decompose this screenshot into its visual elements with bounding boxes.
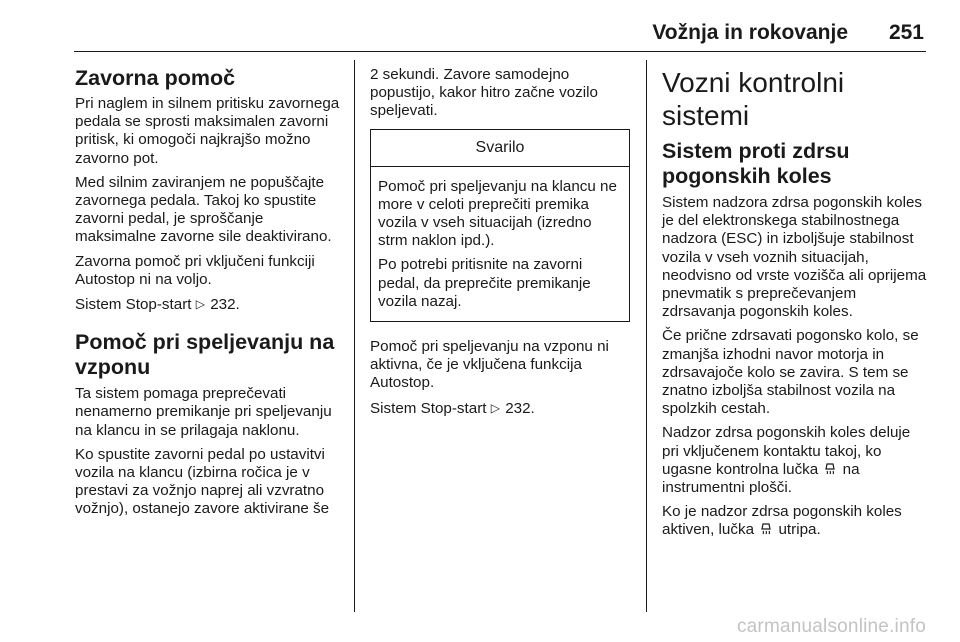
warning-box: [370, 129, 630, 322]
section-heading-brake-assist: Zavorna pomoč: [75, 66, 236, 90]
paragraph: Pomoč pri speljevanju na vzponu ni aktivna, če je vključena funkcija Autostop.: [370, 338, 609, 392]
paragraph: Ko spustite zavorni pedal po ustavitvi vozila na klancu (izbirna ročica je v prestavi za vožnjo naprej ali vzvratno vožnjo), ostanejo zavore aktivirane še: [75, 445, 330, 518]
paragraph: Zavorna pomoč pri vključeni funkciji Autostop ni na voljo.: [75, 252, 315, 288]
column-left: [75, 66, 347, 525]
reference-arrow-icon: ▷: [195, 297, 205, 312]
reference-page: 232.: [210, 296, 240, 314]
traction-control-icon: [760, 523, 772, 536]
reference-label: Sistem Stop-start: [75, 296, 192, 314]
paragraph: Sistem nadzora zdrsa pogonskih koles je del elektronskega stabilnostnega nadzora (ESC) in izboljšuje stabilnost vozila v vseh voznih situacijah, neodvisno od vrste vozišča ali oprijema pnevmatik s preprečevanjem zdrsavanja pogonskih koles.: [662, 194, 927, 321]
section-heading-hill-start-assist: Pomoč pri speljevanju na vzponu: [75, 330, 335, 380]
text-fragment: Ko je nadzor zdrsa pogonskih koles aktiven, lučka: [662, 503, 902, 539]
chapter-heading: Vozni kontrolni sistemi: [662, 67, 845, 131]
column-divider-right: [646, 60, 647, 612]
warning-paragraph: Po potrebi pritisnite na zavorni pedal, da preprečite premikanje vozila nazaj.: [378, 256, 591, 310]
warning-paragraph: Pomoč pri speljevanju na klancu ne more v celoti preprečiti premika vozila v vseh situacijah (izredno strm naklon ipd.).: [378, 177, 617, 250]
cross-reference[interactable]: [75, 295, 347, 314]
paragraph: Ta sistem pomaga preprečevati nenamerno premikanje pri speljevanju na klancu in se prilagaja naklonu.: [75, 385, 332, 439]
traction-control-icon: [824, 463, 836, 476]
paragraph: [662, 503, 928, 539]
header-rule: [74, 51, 926, 52]
section-heading-traction-control: Sistem proti zdrsu pogonskih koles: [662, 139, 850, 188]
text-fragment: na instrumentni plošči.: [662, 460, 860, 497]
column-middle: [370, 66, 632, 424]
paragraph: Če prične zdrsavati pogonsko kolo, se zmanjša izhodni navor motorja in zdrsavajoče kolo se zavira. S tem se znatno izboljša stabilnost vozila na spolzkih cestah.: [662, 327, 919, 418]
warning-body: [371, 167, 629, 321]
paragraph: 2 sekundi. Zavore samodejno popustijo, kakor hitro začne vozilo speljevati.: [370, 66, 598, 120]
paragraph: [662, 424, 928, 497]
text-fragment: Nadzor zdrsa pogonskih koles deluje pri vključenem kontaktu takoj, ko ugasne kontrolna lučka: [662, 424, 911, 478]
reference-label: Sistem Stop-start: [370, 399, 487, 417]
cross-reference[interactable]: [370, 399, 632, 418]
header-title: Vožnja in rokovanje: [652, 21, 848, 44]
warning-title: Svarilo: [371, 130, 629, 167]
reference-page: 232.: [505, 399, 535, 417]
watermark: carmanualsonline.info: [736, 616, 926, 637]
reference-arrow-icon: ▷: [490, 400, 500, 415]
text-fragment: utripa.: [778, 521, 821, 539]
paragraph: Pri naglem in silnem pritisku zavornega pedala se sprosti maksimalen zavorni pritisk, ki omogoči najkrajšo možno zavorno pot.: [75, 95, 340, 167]
page-number: 251: [888, 21, 924, 44]
paragraph: Med silnim zaviranjem ne popuščajte zavornega pedala. Takoj ko spustite zavorni pedal, je sproščanje maksimalne zavorne sile deaktivirano.: [75, 173, 332, 246]
column-divider-left: [354, 60, 355, 612]
column-right: [662, 66, 928, 546]
